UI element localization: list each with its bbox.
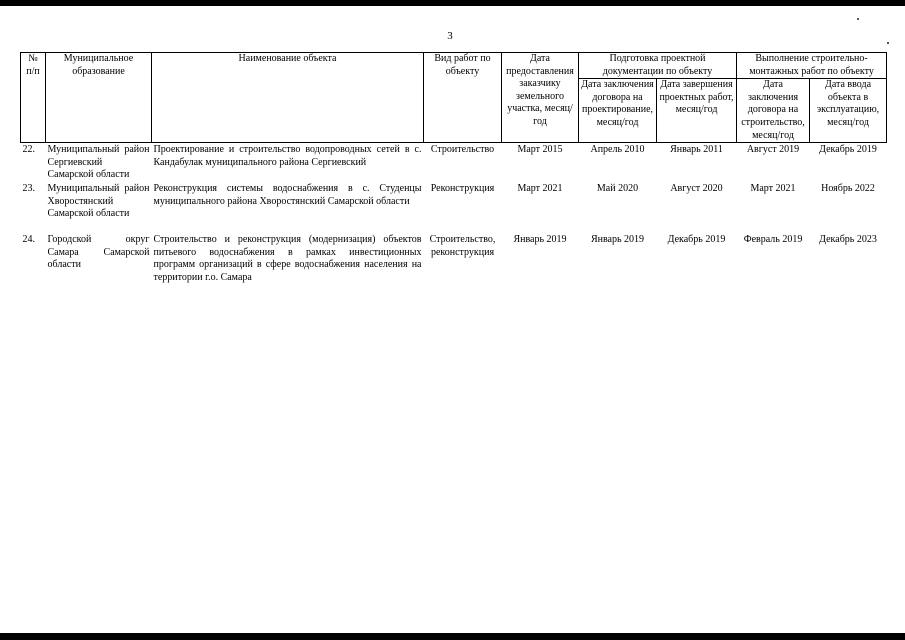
row-design-contract-date: Апрель 2010: [590, 144, 645, 156]
row-work-type: Реконструкция: [430, 182, 495, 194]
scan-speck: [887, 42, 889, 44]
row-municipality: Городской округ Самара Самарской области: [47, 233, 150, 271]
header-municipality: Муниципальное образование: [46, 53, 152, 143]
row-construction-contract-date: Февраль 2019: [743, 233, 803, 245]
row-design-complete-date: Январь 2011: [670, 144, 723, 156]
header-row-top: [21, 53, 887, 79]
scan-bottom-border: [0, 633, 905, 640]
header-commissioning-date: Дата ввода объекта в эксплуатацию, месяц/год: [810, 79, 887, 143]
header-design-complete-date: Дата завершения проектных работ, месяц/год: [657, 79, 737, 143]
header-land-date: Дата предоставления заказчику земельного участка, месяц/год: [502, 53, 579, 143]
row-land-date: Март 2015: [517, 144, 563, 156]
row-work-type: Строительство, реконструкция: [429, 233, 496, 258]
row-design-contract-date: Май 2020: [596, 182, 639, 194]
row-commissioning-date: Декабрь 2019: [819, 144, 877, 156]
row-design-contract-date: Январь 2019: [590, 233, 645, 245]
header-object-name: Наименование объекта: [152, 53, 424, 143]
row-object-name: Реконструкция системы водоснабжения в с. Студенцы муниципального района Хворостянский Самарской области: [153, 182, 422, 207]
row-work-type: Строительство: [430, 144, 495, 156]
row-design-complete-date: Декабрь 2019: [667, 233, 726, 245]
scan-speck: [857, 18, 859, 20]
table-row: [21, 143, 887, 182]
row-municipality: Муниципальный район Хворостянский Самарской области: [47, 182, 150, 220]
table-row: [21, 233, 887, 284]
row-object-name: Строительство и реконструкция (модернизация) объектов питьевого водоснабжения в рамках инвестиционных программ организаций в сфере водоснабжения населения на территории г.о. Самара: [153, 233, 422, 283]
row-commissioning-date: Декабрь 2023: [819, 233, 877, 245]
row-construction-contract-date: Август 2019: [746, 144, 800, 156]
scan-top-border: [0, 0, 905, 6]
row-commissioning-date: Ноябрь 2022: [821, 182, 875, 194]
header-construction-group: Выполнение строительно-монтажных работ по объекту: [737, 53, 887, 79]
row-land-date: Январь 2019: [513, 233, 567, 245]
header-design-contract-date: Дата заключения договора на проектирование, месяц/год: [579, 79, 657, 143]
row-object-name: Проектирование и строительство водопроводных сетей в с. Кандабулак муниципального района Сергиевский: [153, 144, 422, 168]
page-number: 3: [447, 30, 453, 42]
row-num: 22.: [22, 144, 35, 156]
objects-table: [20, 52, 887, 284]
row-municipality: Муниципальный район Сергиевский Самарской области: [47, 144, 150, 181]
table-row: [21, 182, 887, 233]
header-work-type: Вид работ по объекту: [424, 53, 502, 143]
row-design-complete-date: Август 2020: [670, 182, 723, 194]
header-design-group: Подготовка проектной документации по объекту: [579, 53, 737, 79]
row-land-date: Март 2021: [517, 182, 563, 194]
row-construction-contract-date: Март 2021: [750, 182, 796, 194]
row-num: 23.: [22, 182, 35, 194]
row-num: 24.: [22, 233, 35, 245]
header-num: № п/п: [21, 53, 46, 143]
header-construction-contract-date: Дата заключения договора на строительство, месяц/год: [737, 79, 810, 143]
